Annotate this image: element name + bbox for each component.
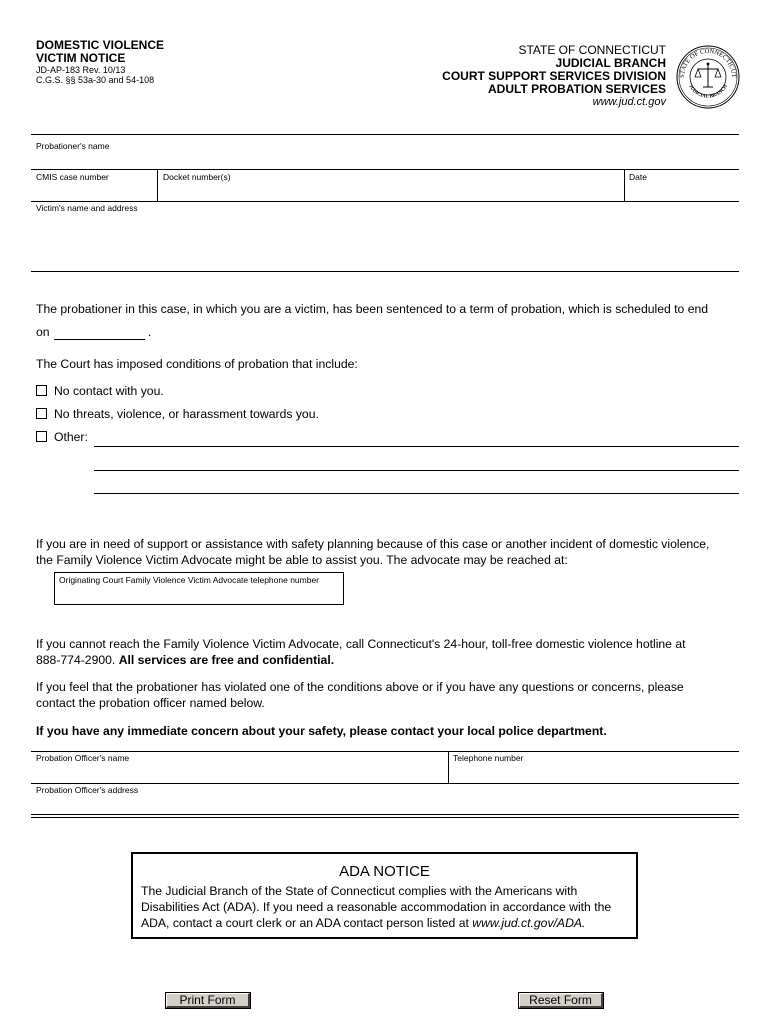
grid-divider-2 — [624, 169, 625, 201]
victim-input[interactable] — [36, 216, 736, 268]
advocate-phone-box — [54, 572, 344, 605]
officer-name-input[interactable] — [36, 767, 444, 781]
seal-top-text: STATE OF CONNECTICUT — [678, 47, 738, 78]
violation-line-2: contact the probation officer named below. — [36, 696, 265, 710]
officer-grid-bottom-2 — [31, 817, 739, 818]
advocate-phone-label: Originating Court Family Violence Victim Advocate telephone number — [59, 575, 320, 585]
no-contact-checkbox[interactable] — [36, 385, 47, 396]
victim-label: Victim's name and address — [36, 203, 138, 213]
end-date-input[interactable] — [55, 325, 144, 338]
ada-line-1: The Judicial Branch of the State of Connecticut complies with the Americans with — [141, 884, 578, 898]
no-contact-label: No contact with you. — [54, 384, 164, 398]
officer-phone-label: Telephone number — [453, 753, 524, 763]
ada-notice-box — [131, 852, 638, 939]
form-title — [36, 39, 164, 65]
other-label: Other: — [54, 430, 88, 444]
other-underline-1 — [94, 446, 739, 447]
grid-top-border — [31, 134, 739, 135]
ada-text — [141, 883, 628, 931]
other-input-line3[interactable] — [95, 478, 737, 492]
no-threats-checkbox[interactable] — [36, 408, 47, 419]
grid-bottom-border — [31, 271, 739, 272]
end-date-underline — [54, 339, 145, 340]
hotline-free-note: All services are free and confidential. — [118, 653, 335, 667]
officer-address-label: Probation Officer's address — [36, 785, 139, 795]
ada-line-2: Disabilities Act (ADA). If you need a reasonable accommodation in accordance with the — [141, 900, 612, 914]
officer-phone-input[interactable] — [453, 767, 735, 781]
other-checkbox[interactable] — [36, 431, 47, 442]
docket-input[interactable] — [163, 185, 621, 199]
hotline-line-2 — [36, 652, 756, 668]
ada-title: ADA NOTICE — [339, 863, 430, 880]
judicial-seal — [676, 45, 740, 109]
probationer-name-label: Probationer's name — [36, 141, 110, 151]
state-name: STATE OF CONNECTICUT — [518, 43, 666, 57]
form-title-line2: VICTIM NOTICE — [36, 51, 126, 65]
hotline-number: 888-774-2900. — [36, 653, 116, 667]
support-paragraph — [36, 536, 756, 568]
violation-paragraph — [36, 679, 756, 711]
violation-line-1: If you feel that the probationer has violated one of the conditions above or if you have any questions or concerns, please — [36, 680, 684, 694]
ada-line-3 — [141, 915, 628, 931]
other-input-line2[interactable] — [95, 455, 737, 469]
period: . — [148, 325, 152, 339]
statute-reference: C.G.S. §§ 53a-30 and 54-108 — [36, 75, 155, 85]
docket-label: Docket number(s) — [163, 172, 231, 182]
services-name: ADULT PROBATION SERVICES — [487, 82, 666, 96]
date-input[interactable] — [629, 185, 735, 199]
officer-grid-divider — [448, 751, 449, 783]
seal-bottom-text: JUDICIAL BRANCH — [687, 84, 729, 100]
division-name: COURT SUPPORT SERVICES DIVISION — [442, 69, 666, 83]
seal-icon — [676, 45, 740, 109]
officer-address-input[interactable] — [36, 798, 736, 812]
officer-name-label: Probation Officer's name — [36, 753, 130, 763]
agency-block — [366, 44, 666, 109]
advocate-phone-input[interactable] — [59, 589, 339, 602]
other-underline-3 — [94, 493, 739, 494]
ada-line-3-text: ADA, contact a court clerk or an ADA contact person listed at — [141, 916, 473, 930]
support-line-2: the Family Violence Victim Advocate might be able to assist you. The advocate may be reached at: — [36, 553, 568, 567]
officer-grid-bottom-1 — [31, 814, 739, 815]
branch-name: JUDICIAL BRANCH — [555, 56, 666, 70]
hotline-paragraph — [36, 636, 756, 668]
sentence-paragraph: The probationer in this case, in which you are a victim, has been sentenced to a term of probation, which is scheduled to end — [36, 302, 709, 316]
ada-link[interactable]: www.jud.ct.gov/ADA. — [472, 916, 586, 930]
date-label: Date — [629, 172, 647, 182]
on-label: on — [36, 325, 50, 339]
form-title-line1: DOMESTIC VIOLENCE — [36, 38, 165, 52]
grid-line-2 — [31, 169, 739, 170]
conditions-intro: The Court has imposed conditions of probation that include: — [36, 357, 358, 371]
hotline-line-1: If you cannot reach the Family Violence Victim Advocate, call Connecticut's 24-hour, toll-free domestic violence hotline at — [36, 637, 686, 651]
cmis-input[interactable] — [36, 185, 154, 199]
grid-divider-1 — [157, 169, 158, 201]
police-notice: If you have any immediate concern about your safety, please contact your local police department. — [36, 724, 607, 738]
officer-grid-top — [31, 751, 739, 752]
cmis-label: CMIS case number — [36, 172, 109, 182]
support-line-1: If you are in need of support or assistance with safety planning because of this case or another incident of domestic violence, — [36, 537, 710, 551]
grid-line-3 — [31, 201, 739, 202]
website: www.jud.ct.gov — [592, 96, 666, 108]
print-form-button[interactable]: Print Form — [166, 993, 250, 1008]
no-threats-label: No threats, violence, or harassment towards you. — [54, 407, 319, 421]
probationer-name-input[interactable] — [36, 153, 736, 167]
other-input-line1[interactable] — [95, 431, 737, 445]
form-number: JD-AP-183 Rev. 10/13 — [36, 65, 126, 75]
reset-form-button[interactable]: Reset Form — [519, 993, 603, 1008]
other-underline-2 — [94, 470, 739, 471]
officer-grid-mid — [31, 783, 739, 784]
